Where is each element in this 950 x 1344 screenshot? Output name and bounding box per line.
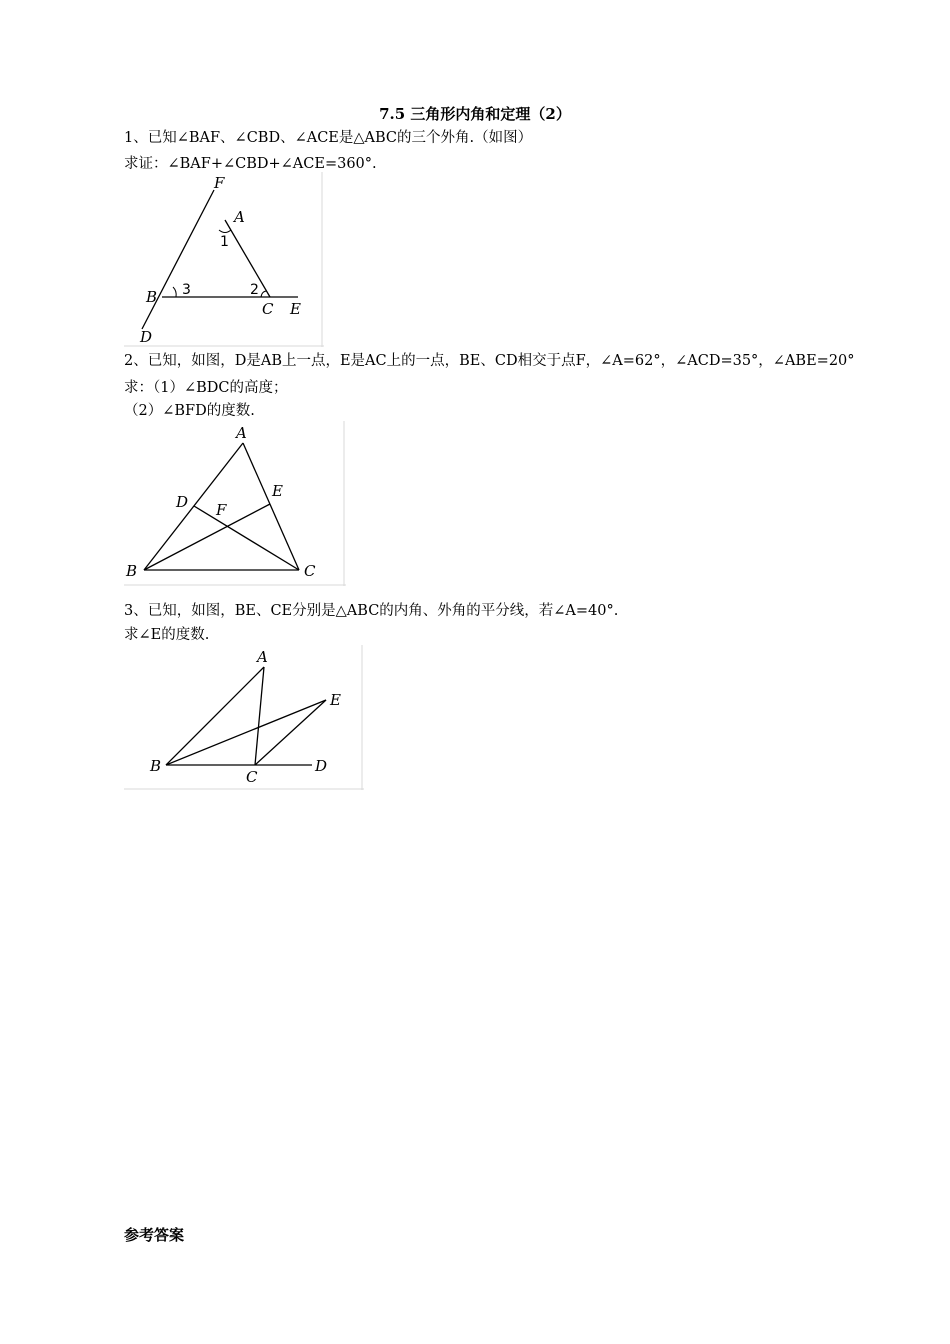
label-angle-3: 3 — [182, 282, 191, 298]
label-B: B — [126, 562, 138, 580]
label-C: C — [246, 768, 258, 786]
label-E: E — [272, 482, 283, 500]
page-title: 7.5 三角形内角和定理（2） — [379, 105, 571, 123]
label-D: D — [176, 493, 189, 511]
problem1-figure — [124, 172, 324, 347]
label-A: A — [234, 208, 245, 226]
label-angle-2: 2 — [250, 282, 259, 298]
label-B: B — [150, 757, 162, 775]
problem2-question-2: （2）∠BFD的度数. — [124, 403, 255, 419]
problem2-statement: 2、已知，如图，D是AB上一点，E是AC上的一点，BE、CD相交于点F，∠A=62°，∠ACD=35°，∠ABE=20° — [124, 353, 855, 369]
label-B: B — [146, 288, 158, 306]
label-D: D — [315, 757, 328, 775]
label-F: F — [216, 501, 227, 519]
label-A: A — [257, 648, 268, 666]
problem1-statement: 1、已知∠BAF、∠CBD、∠ACE是△ABC的三个外角.（如图） — [124, 130, 533, 146]
problem2-figure — [124, 421, 346, 586]
label-C: C — [262, 300, 274, 318]
answer-heading: 参考答案 — [124, 1226, 185, 1244]
label-A: A — [236, 424, 247, 442]
problem2-question-1: 求：（1）∠BDC的高度； — [124, 380, 288, 396]
label-angle-1: 1 — [220, 234, 229, 250]
problem3-question: 求∠E的度数. — [124, 627, 210, 643]
problem1-task: 求证：∠BAF+∠CBD+∠ACE=360°. — [124, 156, 377, 172]
problem3-figure — [124, 645, 364, 790]
label-E: E — [290, 300, 301, 318]
problem3-statement: 3、已知，如图，BE、CE分别是△ABC的内角、外角的平分线，若∠A=40°. — [124, 603, 619, 619]
label-D: D — [140, 328, 153, 346]
label-C: C — [304, 562, 316, 580]
label-F: F — [214, 174, 225, 192]
label-E: E — [330, 691, 341, 709]
